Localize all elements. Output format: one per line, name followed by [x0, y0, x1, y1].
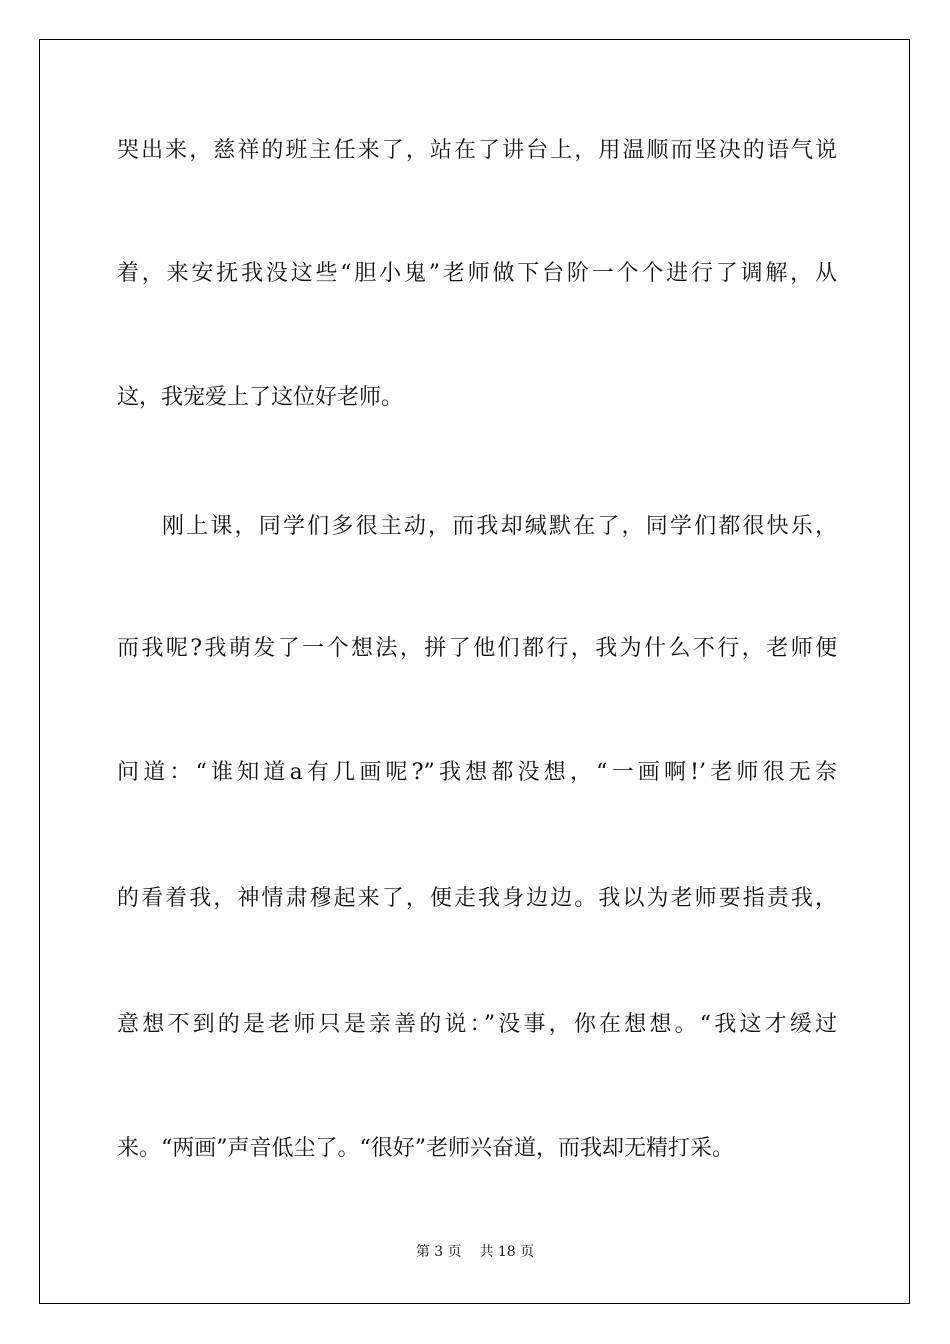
page-border — [39, 39, 910, 1304]
page-footer — [0, 1242, 950, 1262]
page-total: 共 18 页 — [479, 1244, 535, 1260]
text-line: 这，我宠爱上了这位好老师。 — [117, 385, 404, 410]
text-line: 问道：“谁知道a有几画呢?”我想都没想，“一画啊!’老师很无奈 — [117, 760, 837, 785]
text-line: 着，来安抚我没这些“胆小鬼”老师做下台阶一个个进行了调解，从 — [117, 261, 837, 286]
text-line: 意想不到的是老师只是亲善的说：”没事，你在想想。“我这才缓过 — [117, 1012, 837, 1037]
text-line: 的看着我，神情肃穆起来了，便走我身边边。我以为老师要指责我， — [117, 886, 837, 911]
text-line: 刚上课，同学们多很主动，而我却缄默在了，同学们都很快乐， — [162, 514, 837, 539]
text-line: 而我呢?我萌发了一个想法，拼了他们都行，我为什么不行，老师便 — [117, 636, 837, 661]
text-line: 哭出来，慈祥的班主任来了，站在了讲台上，用温顺而坚决的语气说 — [117, 138, 837, 163]
text-line: 来。“两画”声音低尘了。“很好”老师兴奋道，而我却无精打采。 — [117, 1136, 734, 1161]
page-number: 第 3 页 — [415, 1244, 462, 1260]
